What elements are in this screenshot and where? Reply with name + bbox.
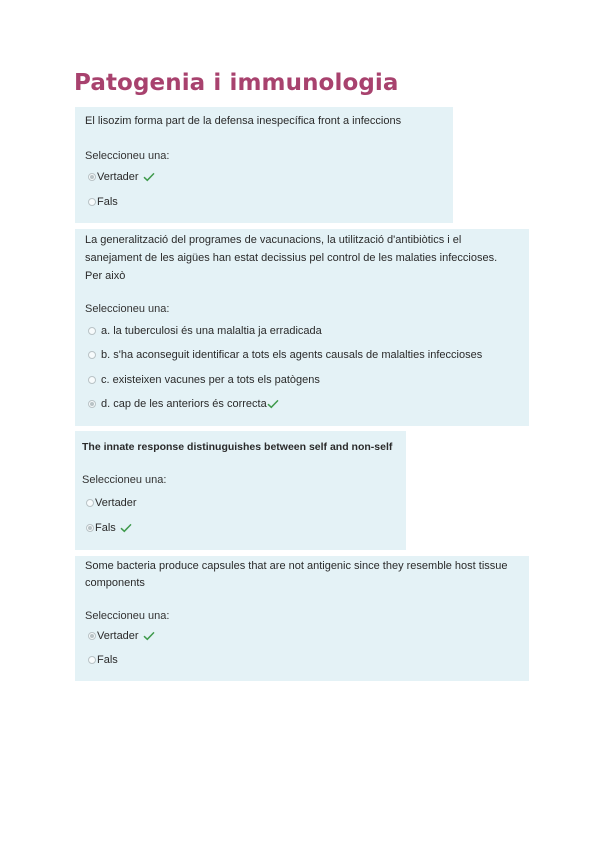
- option-label: c. existeixen vacunes per a tots els patògens: [101, 374, 320, 386]
- option-label: Vertader: [97, 630, 139, 642]
- option-fals[interactable]: [88, 652, 118, 668]
- option-fals[interactable]: [86, 520, 132, 536]
- option-label: b. s'ha aconseguit identificar a tots els agents causals de malalties infeccioses: [101, 349, 483, 361]
- radio-icon[interactable]: [86, 499, 94, 507]
- check-icon: [267, 399, 279, 409]
- question-text-line-1: La generalització del programes de vacunacions, la utilització d'antibiòtics i el: [85, 234, 462, 246]
- radio-icon[interactable]: [88, 656, 96, 664]
- select-label: Seleccioneu una:: [85, 303, 170, 315]
- option-vertader[interactable]: [86, 495, 137, 511]
- option-b[interactable]: [88, 347, 482, 363]
- option-fals[interactable]: [88, 194, 118, 210]
- option-label: Fals: [97, 654, 118, 666]
- option-c[interactable]: [88, 372, 320, 388]
- question-text: El lisozim forma part de la defensa inespecífica front a infeccions: [85, 115, 402, 127]
- option-d[interactable]: [88, 396, 279, 412]
- question-card-1: [75, 107, 453, 223]
- page-title: Patogenia i immunologia: [74, 70, 399, 96]
- question-card-2: [75, 229, 529, 426]
- option-label: d. cap de les anteriors és correcta: [101, 398, 267, 410]
- select-label: Seleccioneu una:: [85, 610, 170, 622]
- radio-icon[interactable]: [86, 524, 94, 532]
- check-icon: [143, 631, 155, 641]
- question-text-line-3: Per això: [85, 270, 126, 282]
- option-a[interactable]: [88, 323, 322, 339]
- radio-icon[interactable]: [88, 632, 96, 640]
- select-label: Seleccioneu una:: [85, 150, 170, 162]
- radio-icon[interactable]: [88, 400, 96, 408]
- question-card-4: [75, 556, 529, 681]
- radio-icon[interactable]: [88, 327, 96, 335]
- check-icon: [143, 172, 155, 182]
- question-text-line-2: sanejament de les aigües han estat decissius pel control de les malaties infeccioses.: [85, 252, 498, 264]
- check-icon: [120, 523, 132, 533]
- option-label: Vertader: [97, 171, 139, 183]
- option-label: Vertader: [95, 497, 137, 509]
- question-text-line-2: components: [85, 577, 145, 589]
- option-vertader[interactable]: [88, 628, 155, 644]
- option-vertader[interactable]: [88, 169, 155, 185]
- question-text-line-1: Some bacteria produce capsules that are not antigenic since they resemble host tissue: [85, 560, 508, 572]
- question-text: The innate response distinuguishes between self and non-self: [82, 441, 393, 453]
- select-label: Seleccioneu una:: [82, 474, 167, 486]
- radio-icon[interactable]: [88, 351, 96, 359]
- radio-icon[interactable]: [88, 198, 96, 206]
- option-label: Fals: [95, 522, 116, 534]
- radio-icon[interactable]: [88, 376, 96, 384]
- question-card-3: [75, 431, 406, 550]
- radio-icon[interactable]: [88, 173, 96, 181]
- option-label: Fals: [97, 196, 118, 208]
- option-label: a. la tuberculosi és una malaltia ja erradicada: [101, 325, 322, 337]
